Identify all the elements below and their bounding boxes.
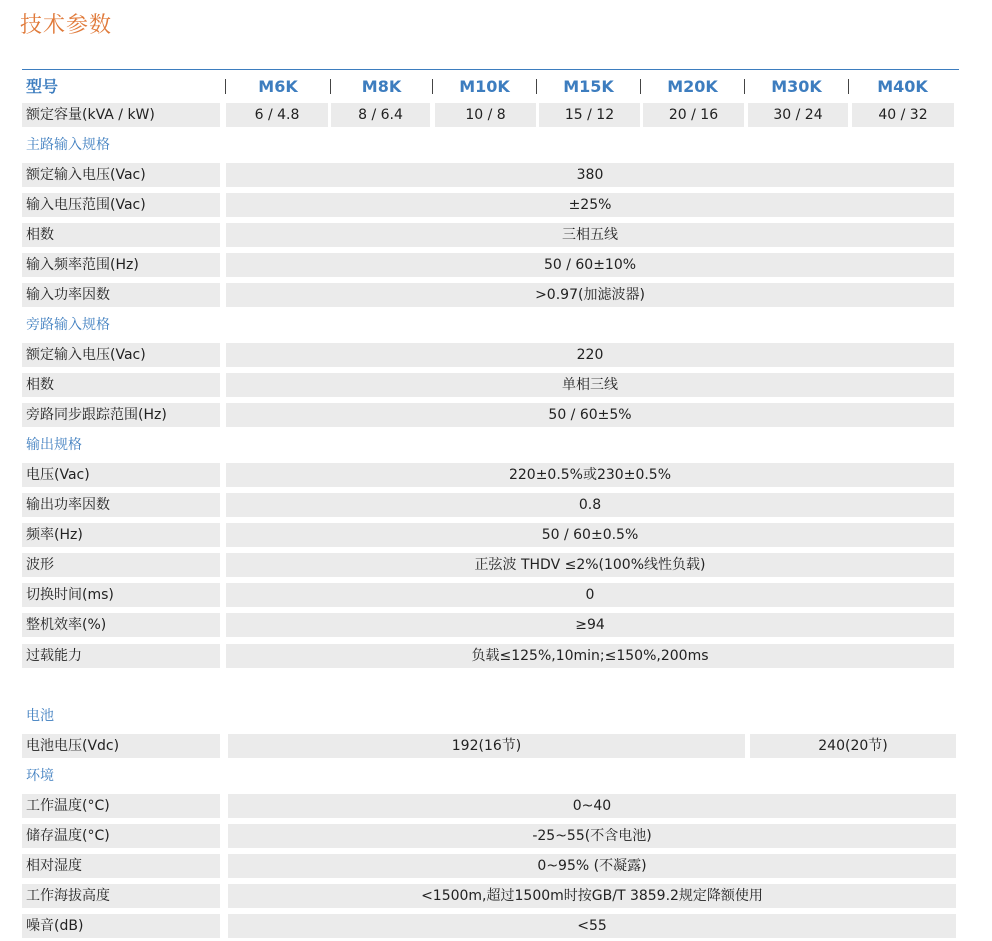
table-row	[22, 223, 956, 247]
table-row	[22, 253, 956, 277]
table-row	[22, 373, 956, 397]
row-label: 噪音(dB)	[22, 914, 220, 938]
row-label: 输入功率因数	[22, 283, 220, 307]
row-value: 正弦波 THDV ≤2%(100%线性负载)	[226, 553, 954, 577]
table-row	[22, 343, 956, 367]
table-row	[22, 463, 956, 487]
row-label: 旁路同步跟踪范围(Hz)	[22, 403, 220, 427]
row-label: 切换时间(ms)	[22, 583, 220, 607]
row-value: 0.8	[226, 493, 954, 517]
table-row	[22, 493, 956, 517]
row-label: 储存温度(°C)	[22, 824, 220, 848]
row-value: 50 / 60±10%	[226, 253, 954, 277]
row-value: ±25%	[226, 193, 954, 217]
table-row	[22, 734, 956, 758]
section-output: 输出规格	[26, 437, 82, 453]
row-label: 过载能力	[22, 644, 220, 668]
row-label: 额定输入电压(Vac)	[22, 163, 220, 187]
row-label: 工作海拔高度	[22, 884, 220, 908]
table-row	[22, 914, 956, 938]
table-row	[22, 163, 956, 187]
row-value: 0~40	[228, 794, 956, 818]
table-row	[22, 553, 956, 577]
model-m40k: M40K	[877, 77, 928, 96]
model-m30k: M30K	[771, 77, 822, 96]
section-main-input: 主路输入规格	[26, 137, 110, 153]
capacity-m8k: 8 / 6.4	[331, 103, 430, 127]
table-row	[22, 824, 956, 848]
table-row	[22, 583, 956, 607]
row-value: ≥94	[226, 613, 954, 637]
row-label: 输入频率范围(Hz)	[22, 253, 220, 277]
table-row	[22, 283, 956, 307]
row-label: 频率(Hz)	[22, 523, 220, 547]
row-label: 波形	[22, 553, 220, 577]
capacity-m40k: 40 / 32	[852, 103, 954, 127]
row-label: 电压(Vac)	[22, 463, 220, 487]
row-value: <55	[228, 914, 956, 938]
row-value: 三相五线	[226, 223, 954, 247]
row-label: 电池电压(Vdc)	[22, 734, 220, 758]
table-row	[22, 103, 956, 127]
row-value: 0	[226, 583, 954, 607]
row-value: 50 / 60±5%	[226, 403, 954, 427]
section-battery: 电池	[26, 708, 54, 724]
row-label: 额定输入电压(Vac)	[22, 343, 220, 367]
capacity-m10k: 10 / 8	[435, 103, 536, 127]
row-label: 相数	[22, 223, 220, 247]
capacity-m20k: 20 / 16	[643, 103, 744, 127]
row-value: >0.97(加滤波器)	[226, 283, 954, 307]
row-value: 负载≤125%,10min;≤150%,200ms	[226, 644, 954, 668]
section-bypass-input: 旁路输入规格	[26, 317, 110, 333]
row-label: 工作温度(°C)	[22, 794, 220, 818]
model-m15k: M15K	[563, 77, 614, 96]
section-environment: 环境	[26, 768, 54, 784]
row-value: <1500m,超过1500m时按GB/T 3859.2规定降额使用	[228, 884, 956, 908]
table-row	[22, 403, 956, 427]
table-row	[22, 523, 956, 547]
capacity-m6k: 6 / 4.8	[226, 103, 328, 127]
row-label: 相对湿度	[22, 854, 220, 878]
table-row	[22, 193, 956, 217]
table-row	[22, 644, 956, 668]
row-label: 额定容量(kVA / kW)	[22, 103, 220, 127]
row-label: 相数	[22, 373, 220, 397]
table-row	[22, 794, 956, 818]
row-value: -25~55(不含电池)	[228, 824, 956, 848]
page-title: 技术参数	[20, 13, 113, 38]
table-row	[22, 854, 956, 878]
battery-voltage-a: 192(16节)	[228, 734, 745, 758]
row-value: 单相三线	[226, 373, 954, 397]
model-m10k: M10K	[459, 77, 510, 96]
row-value: 220	[226, 343, 954, 367]
header-divider	[22, 69, 959, 70]
row-value: 0~95% (不凝露)	[228, 854, 956, 878]
model-m20k: M20K	[667, 77, 718, 96]
battery-voltage-b: 240(20节)	[750, 734, 956, 758]
row-label: 输出功率因数	[22, 493, 220, 517]
model-m8k: M8K	[361, 77, 402, 96]
row-label: 输入电压范围(Vac)	[22, 193, 220, 217]
table-row	[22, 613, 956, 637]
capacity-m30k: 30 / 24	[748, 103, 848, 127]
row-value: 220±0.5%或230±0.5%	[226, 463, 954, 487]
row-value: 380	[226, 163, 954, 187]
model-label: 型号	[26, 77, 59, 96]
capacity-m15k: 15 / 12	[539, 103, 640, 127]
row-value: 50 / 60±0.5%	[226, 523, 954, 547]
model-m6k: M6K	[258, 77, 298, 96]
row-label: 整机效率(%)	[22, 613, 220, 637]
table-row	[22, 884, 956, 908]
model-header-row	[22, 74, 956, 100]
